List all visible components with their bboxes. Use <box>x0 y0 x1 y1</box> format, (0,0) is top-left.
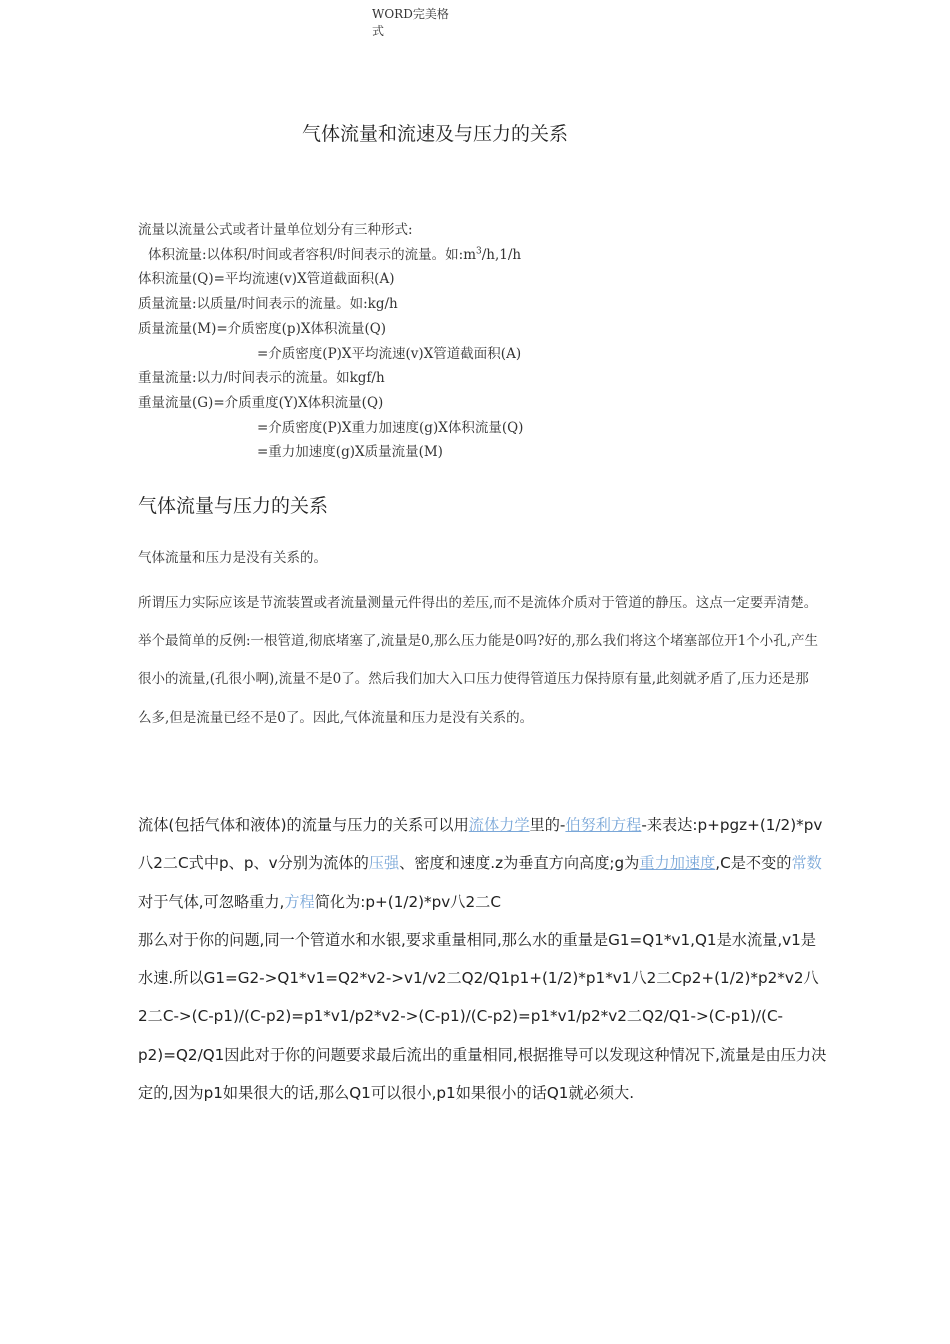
volume-unit-tail: /h,1/h <box>481 246 522 263</box>
mass-flow-formula: 质量流量(M)=介质密度(p)X体积流量(Q) <box>138 320 387 337</box>
volume-flow-label: 体积流量:以体积/时间或者容积/时间表示的流量。如:m <box>148 246 476 263</box>
bernoulli-paragraph <box>138 806 828 921</box>
text-run: 里的- <box>529 816 566 834</box>
document-title: 气体流量和流速及与压力的关系 <box>301 123 568 145</box>
flow-definitions <box>138 218 828 465</box>
link-gravity-acceleration[interactable]: 重力加速度 <box>639 854 716 873</box>
volume-flow-definition <box>138 243 828 268</box>
page-header <box>372 6 462 40</box>
weight-flow-definition: 重量流量:以力/时间表示的流量。如kgf/h <box>138 370 385 387</box>
text-run: 、密度和速度.z为垂直方向高度;g为 <box>399 854 640 873</box>
header-line-1: WORD完美格 <box>372 7 449 21</box>
definitions-intro: 流量以流量公式或者计量单位划分有三种形式: <box>138 222 413 238</box>
link-constant[interactable]: 常数 <box>791 854 822 873</box>
derivation-paragraph: 那么对于你的问题,同一个管道水和水银,要求重量相同,那么水的重量是G1=Q1*v1,Q1是水流量,v1是水速.所以G1=G2->Q1*v1=Q2*v2->v1/v2二Q2/Q1p1+(1/2)*p1*v1八2二Cp2+(1/2)*p2*v2八2二C->(C-p1)/(C-p2)=p1*v1/p2*v2->(C-p1)/(C-p2)=p1*v1/p2*v2二Q2/Q1->(C-p1)/(C-p2)=Q2/Q1因此对于你的问题要求最后流出的重量相同,根据推导可以发现这种情况下,流量是由压力决定的,因为p1如果很大的话,那么Q1可以很小,p1如果很小的话Q1就必须大. <box>138 930 827 1103</box>
section-paragraph-2: 所谓压力实际应该是节流装置或者流量测量元件得出的差压,而不是流体介质对于管道的静压。这点一定要弄清楚。举个最简单的反例:一根管道,彻底堵塞了,流量是0,那么压力能是0吗?好的,那么我们将这个堵塞部位开1个小孔,产生很小的流量,(孔很小啊),流量不是0了。然后我们加大入口压力使得管道压力保持原有量,此刻就矛盾了,压力还是那么多,但是流量已经不是0了。因此,气体流量和压力是没有关系的。 <box>138 595 819 726</box>
text-run: -来表达:p+pgz+(1/2)*pv八2二C式中p、p、v分别为流体的 <box>138 816 823 873</box>
section-heading: 气体流量与压力的关系 <box>138 495 329 517</box>
bernoulli-section <box>138 806 828 1112</box>
link-bernoulli-equation[interactable]: 伯努利方程 <box>565 816 642 834</box>
text-run: 流体(包括气体和液体)的流量与压力的关系可以用 <box>138 816 469 834</box>
volume-flow-formula: 体积流量(Q)=平均流速(v)X管道截面积(A) <box>138 271 395 288</box>
link-fluid-mechanics[interactable]: 流体力学 <box>468 816 530 834</box>
mass-flow-formula-2: =介质密度(P)X平均流速(v)X管道截面积(A) <box>257 345 522 362</box>
link-pressure[interactable]: 压强 <box>368 854 400 873</box>
weight-flow-formula: 重量流量(G)=介质重度(Y)X体积流量(Q) <box>138 394 384 411</box>
volume-unit-superscript: 3 <box>476 246 482 257</box>
text-run: 简化为:p+(1/2)*pv八2二C <box>314 892 501 911</box>
header-line-2: 式 <box>372 24 385 38</box>
weight-flow-formula-3: =重力加速度(g)X质量流量(M) <box>257 444 443 461</box>
text-run: 对于气体,可忽略重力, <box>138 892 285 911</box>
mass-flow-definition: 质量流量:以质量/时间表示的流量。如:kg/h <box>138 296 398 313</box>
weight-flow-formula-2: =介质密度(P)X重力加速度(g)X体积流量(Q) <box>257 419 524 436</box>
text-run: ,C是不变的 <box>715 854 792 873</box>
section-paragraph-1: 气体流量和压力是没有关系的。 <box>138 550 327 566</box>
link-equation[interactable]: 方程 <box>284 892 315 911</box>
